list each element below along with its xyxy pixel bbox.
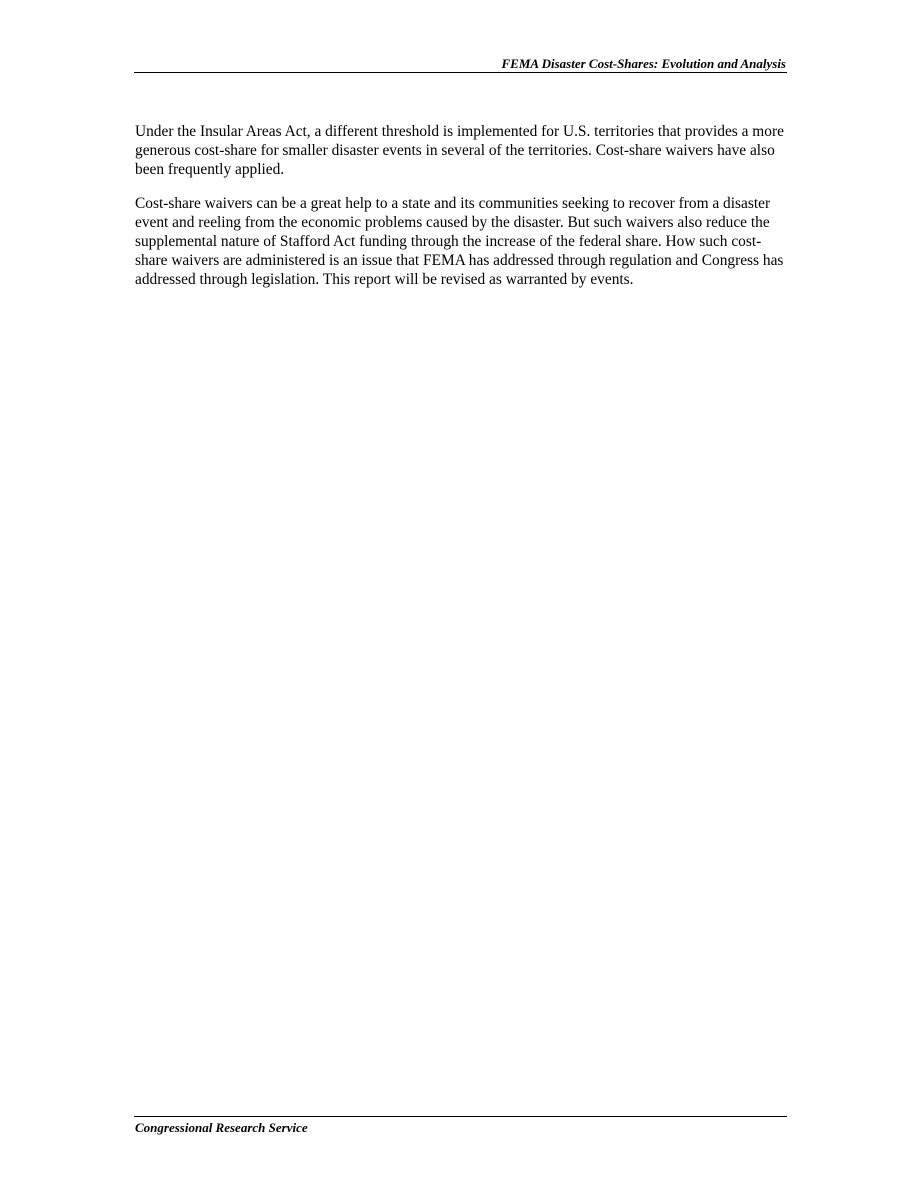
body-text (135, 122, 785, 304)
header-rule (134, 72, 787, 73)
running-footer: Congressional Research Service (135, 1120, 308, 1135)
running-header: FEMA Disaster Cost-Shares: Evolution and Analysis (501, 56, 786, 71)
paragraph-insular-areas: Under the Insular Areas Act, a different threshold is implemented for U.S. territories that provides a more generous cost-share for smaller disaster events in several of the territories. Cost-share waivers have also been frequently applied. (135, 123, 784, 178)
footer-rule (134, 1116, 787, 1117)
paragraph-cost-share-waivers: Cost-share waivers can be a great help to a state and its communities seeking to recover from a disaster event and reeling from the economic problems caused by the disaster. But such waivers also reduce the supplemental nature of Stafford Act funding through the increase of the federal share. How such cost-share waivers are administered is an issue that FEMA has addressed through regulation and Congress has addressed through legislation. This report will be revised as warranted by events. (135, 195, 784, 288)
